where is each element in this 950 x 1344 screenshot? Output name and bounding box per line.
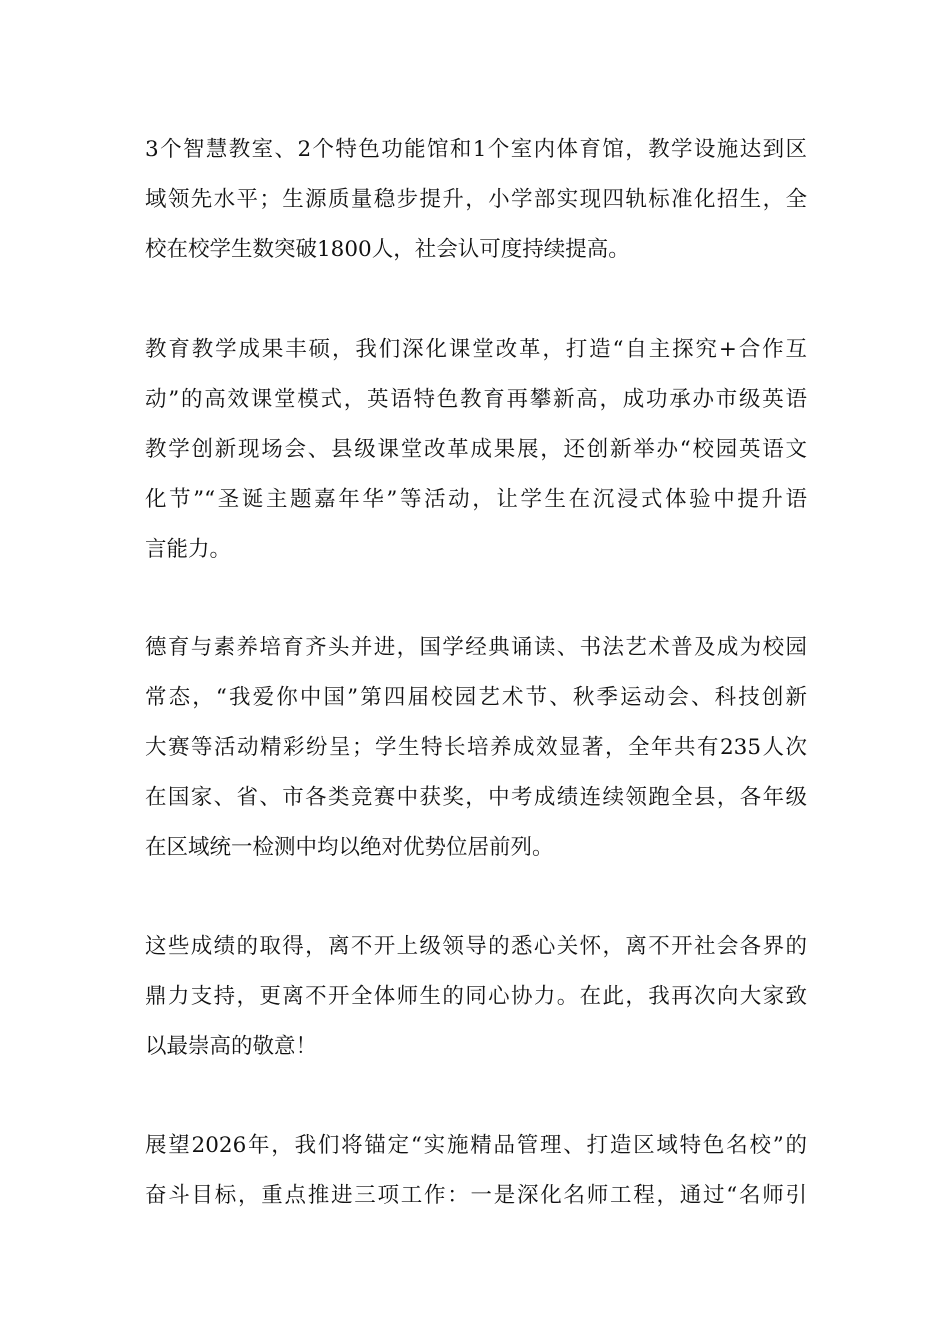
paragraph-outlook (145, 1121, 807, 1221)
text-line: 常态，“我爱你中国”第四届校园艺术节、秋季运动会、科技创新 (145, 685, 807, 710)
text-line: 化节”“圣诞主题嘉年华”等活动，让学生在沉浸式体验中提升语 (145, 487, 807, 512)
text-line: 这些成绩的取得，离不开上级领导的悉心关怀，离不开社会各界的 (145, 934, 807, 959)
text-line: 展望2026年，我们将锚定“实施精品管理、打造区域特色名校”的 (145, 1133, 807, 1158)
paragraph-moral-education (145, 623, 807, 873)
text-line: 鼎力支持，更离不开全体师生的同心协力。在此，我再次向大家致 (145, 984, 807, 1009)
text-line: 以最崇高的敬意！ (145, 1034, 318, 1059)
text-line: 奋斗目标，重点推进三项工作：一是深化名师工程，通过“名师引 (145, 1183, 807, 1208)
text-line: 在区域统一检测中均以绝对优势位居前列。 (145, 835, 554, 860)
paragraph-teaching-results (145, 325, 807, 575)
text-line: 教育教学成果丰硕，我们深化课堂改革，打造“自主探究+合作互 (145, 337, 807, 362)
paragraph-gratitude (145, 922, 807, 1072)
text-line: 言能力。 (145, 537, 232, 562)
text-line: 3个智慧教室、2个特色功能馆和1个室内体育馆，教学设施达到区 (145, 137, 807, 162)
text-line: 在国家、省、市各类竞赛中获奖，中考成绩连续领跑全县，各年级 (145, 785, 807, 810)
text-line: 大赛等活动精彩纷呈；学生特长培养成效显著，全年共有235人次 (145, 735, 807, 760)
text-line: 德育与素养培育齐头并进，国学经典诵读、书法艺术普及成为校园 (145, 635, 807, 660)
text-line: 动”的高效课堂模式，英语特色教育再攀新高，成功承办市级英语 (145, 387, 807, 412)
text-line: 域领先水平；生源质量稳步提升，小学部实现四轨标准化招生，全 (145, 187, 807, 212)
text-line: 教学创新现场会、县级课堂改革成果展，还创新举办“校园英语文 (145, 437, 807, 462)
text-line: 校在校学生数突破1800人，社会认可度持续提高。 (145, 237, 630, 262)
paragraph-facilities (145, 125, 807, 275)
